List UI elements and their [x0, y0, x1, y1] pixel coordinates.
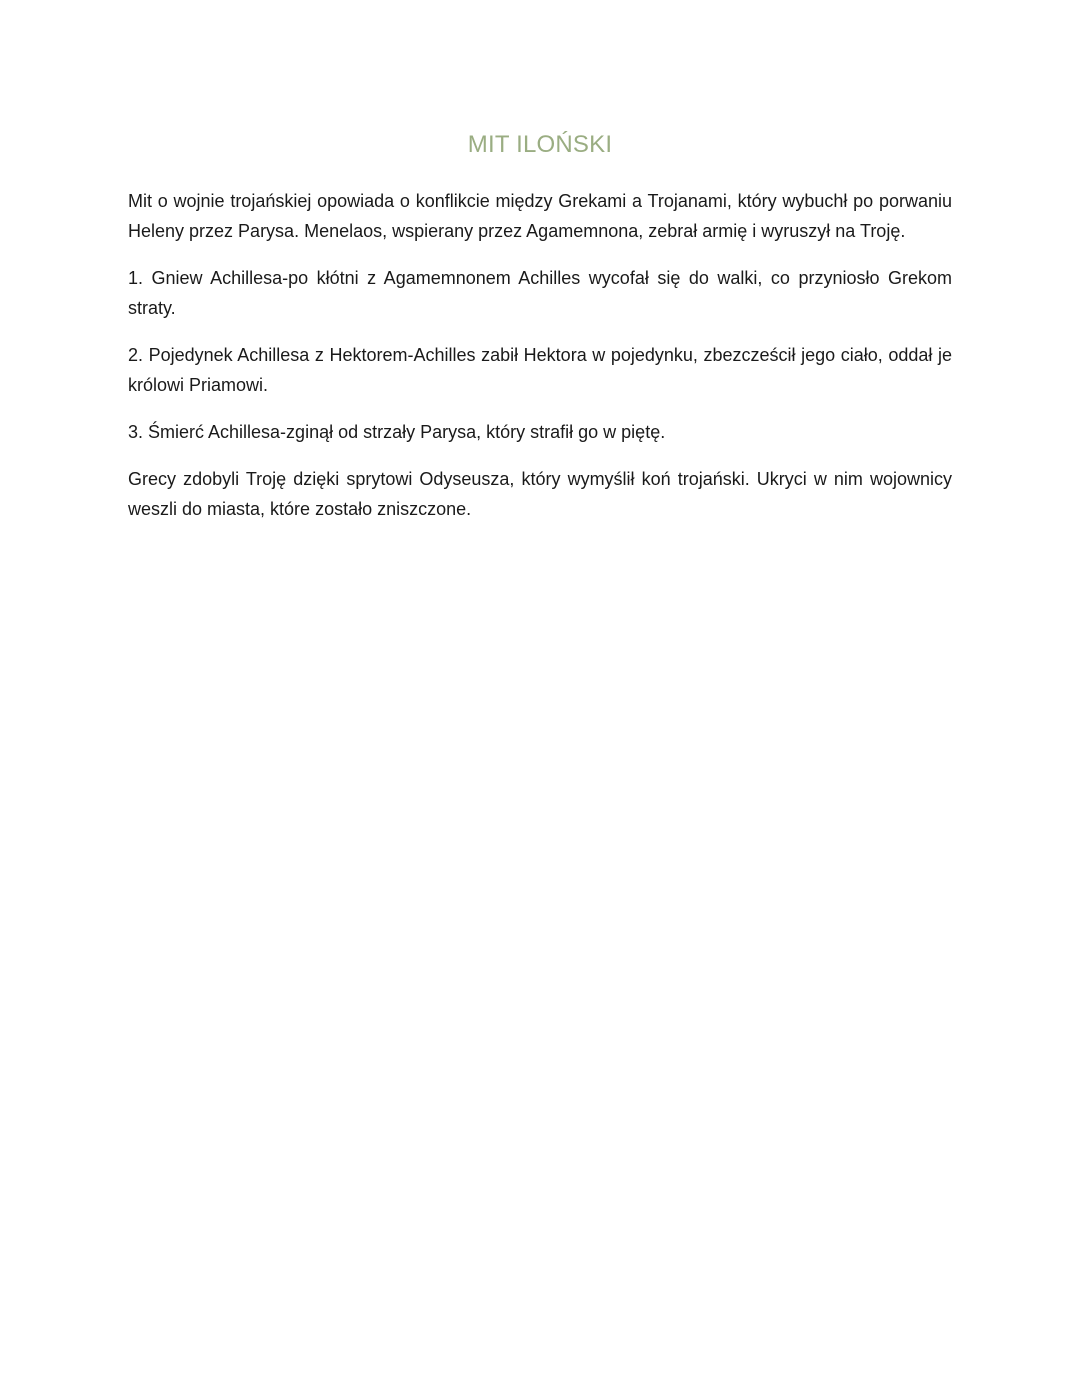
list-item-duel-with-hector: 2. Pojedynek Achillesa z Hektorem-Achilles zabił Hektora w pojedynku, zbezcześcił jego ciało, oddał je królowi Priamowi. — [128, 345, 952, 395]
intro-paragraph: Mit o wojnie trojańskiej opowiada o konflikcie między Grekami a Trojanami, który wybuchł po porwaniu Heleny przez Parysa. Menelaos, wspierany przez Agamemnona, zebrał armię i wyruszył na Troję. — [128, 191, 952, 241]
list-item-death-of-achilles: 3. Śmierć Achillesa-zginął od strzały Parysa, który strafił go w piętę. — [128, 422, 666, 442]
document-title: MIT ILOŃSKI — [467, 131, 613, 158]
list-item-wrath-of-achilles: 1. Gniew Achillesa-po kłótni z Agamemnonem Achilles wycofał się do walki, co przyniosło Grekom straty. — [128, 268, 952, 318]
conclusion-paragraph: Grecy zdobyli Troję dzięki sprytowi Odyseusza, który wymyślił koń trojański. Ukryci w nim wojownicy weszli do miasta, które zostało zniszczone. — [128, 469, 952, 519]
document-body — [128, 186, 952, 541]
